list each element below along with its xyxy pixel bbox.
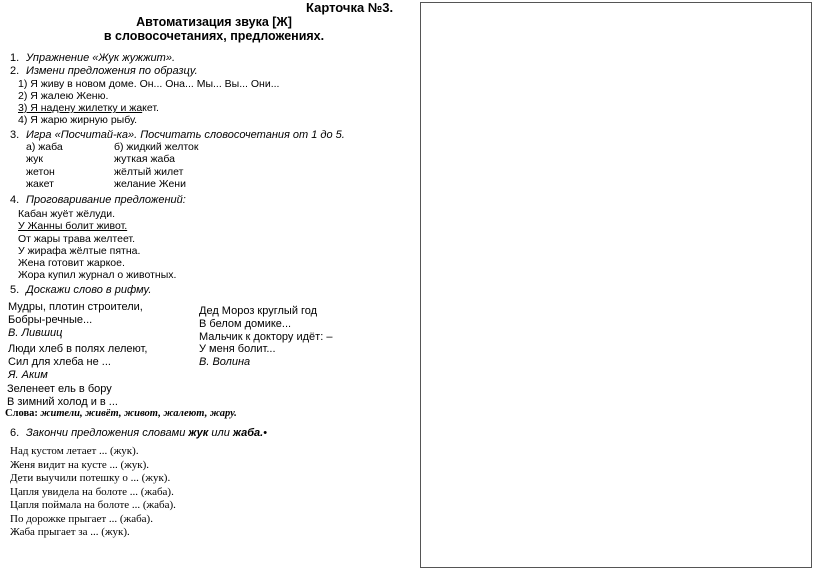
page-subtitle: в словосочетаниях, предложениях. bbox=[103, 29, 325, 43]
s6-item-6: По дорожке прыгает ... (жаба). bbox=[10, 512, 153, 525]
s3-table bbox=[26, 141, 246, 190]
s3-col-a-2: жук bbox=[26, 153, 43, 166]
section-5-heading: 5. Доскажи слово в рифму. bbox=[10, 284, 152, 296]
s2-item-4: 4) Я жарю жирную рыбу. bbox=[18, 114, 138, 126]
s4-item-1: Кабан жуёт жёлуди. bbox=[18, 208, 116, 220]
s3-col-a-1: а) жаба bbox=[26, 141, 63, 153]
s6-item-4: Цапля увидела на болоте ... (жаба). bbox=[10, 485, 174, 498]
s4-item-4: У жирафа жёлтые пятна. bbox=[18, 245, 141, 257]
s3-col-a-3: жетон bbox=[26, 165, 55, 178]
page-title: Автоматизация звука [Ж] bbox=[136, 15, 292, 29]
s6-item-3: Дети выучили потешку о ... (жук). bbox=[10, 472, 171, 484]
s3-col-b-1: б) жидкий желток bbox=[114, 141, 199, 153]
poem-1-author: В. Лившиц bbox=[8, 326, 63, 339]
s3-col-b-4: желание Жени bbox=[114, 177, 186, 190]
s4-item-6: Жора купил журнал о животных. bbox=[18, 269, 177, 281]
s6-item-5: Цапля поймала на болоте ... (жаба). bbox=[10, 499, 176, 511]
s6-item-7: Жаба прыгает за ... (жук). bbox=[10, 526, 130, 538]
section-1-heading: 1. Упражнение «Жук жужжит». bbox=[10, 52, 176, 64]
s4-item-5: Жена готовит жаркое. bbox=[18, 257, 125, 269]
section-4-heading: 4. Проговаривание предложений: bbox=[10, 194, 186, 206]
poem-4-author: В. Волина bbox=[199, 356, 251, 369]
s6-item-2: Женя видит на кусте ... (жук). bbox=[10, 458, 150, 471]
section-3-heading: 3. Игра «Посчитай-ка». Посчитать словосочетания от 1 до 5. bbox=[10, 129, 345, 141]
s6-item-1: Над кустом летает ... (жук). bbox=[10, 445, 139, 457]
s4-item-2: У Жанны болит живот. bbox=[18, 220, 128, 232]
poem-2: Люди хлеб в полях лелеют, Сил для хлеба не ... Я. Аким bbox=[8, 343, 148, 381]
rhyme-words: Слова: жители, живёт, живот, жалеют, жару. bbox=[5, 408, 237, 419]
s2-item-3: 3) Я надену жилетку и жакет. bbox=[18, 102, 159, 114]
s3-col-b-3: жёлтый жилет bbox=[114, 165, 184, 178]
blank-page-frame bbox=[420, 2, 812, 568]
bullet-icon: • bbox=[263, 427, 268, 439]
section-2-heading: 2. Измени предложения по образцу. bbox=[10, 65, 198, 77]
section-6-heading: 6. Закончи предложения словами жук или жаба.• bbox=[10, 427, 268, 439]
s6-sentences bbox=[10, 445, 176, 540]
poem-4: Дед Мороз круглый год В белом домике... Мальчик к доктору идёт: – У меня болит... В. Волина bbox=[199, 305, 333, 369]
s4-item-3: От жары трава желтеет. bbox=[18, 233, 135, 245]
s3-col-b-2: жуткая жаба bbox=[114, 153, 175, 166]
s3-col-a-4: жакет bbox=[26, 177, 54, 190]
poem-3: Зеленеет ель в бору В зимний холод и в ... bbox=[7, 383, 118, 408]
poem-2-author: Я. Аким bbox=[8, 368, 48, 381]
poem-1: Мудры, плотин строители, Бобры-речные... В. Лившиц bbox=[8, 301, 143, 339]
s2-item-1: 1) Я живу в новом доме. Он... Она... Мы... Вы... Они... bbox=[18, 78, 280, 90]
card-number: Карточка №3. bbox=[306, 0, 394, 15]
s2-item-2: 2) Я жалею Женю. bbox=[18, 90, 109, 102]
